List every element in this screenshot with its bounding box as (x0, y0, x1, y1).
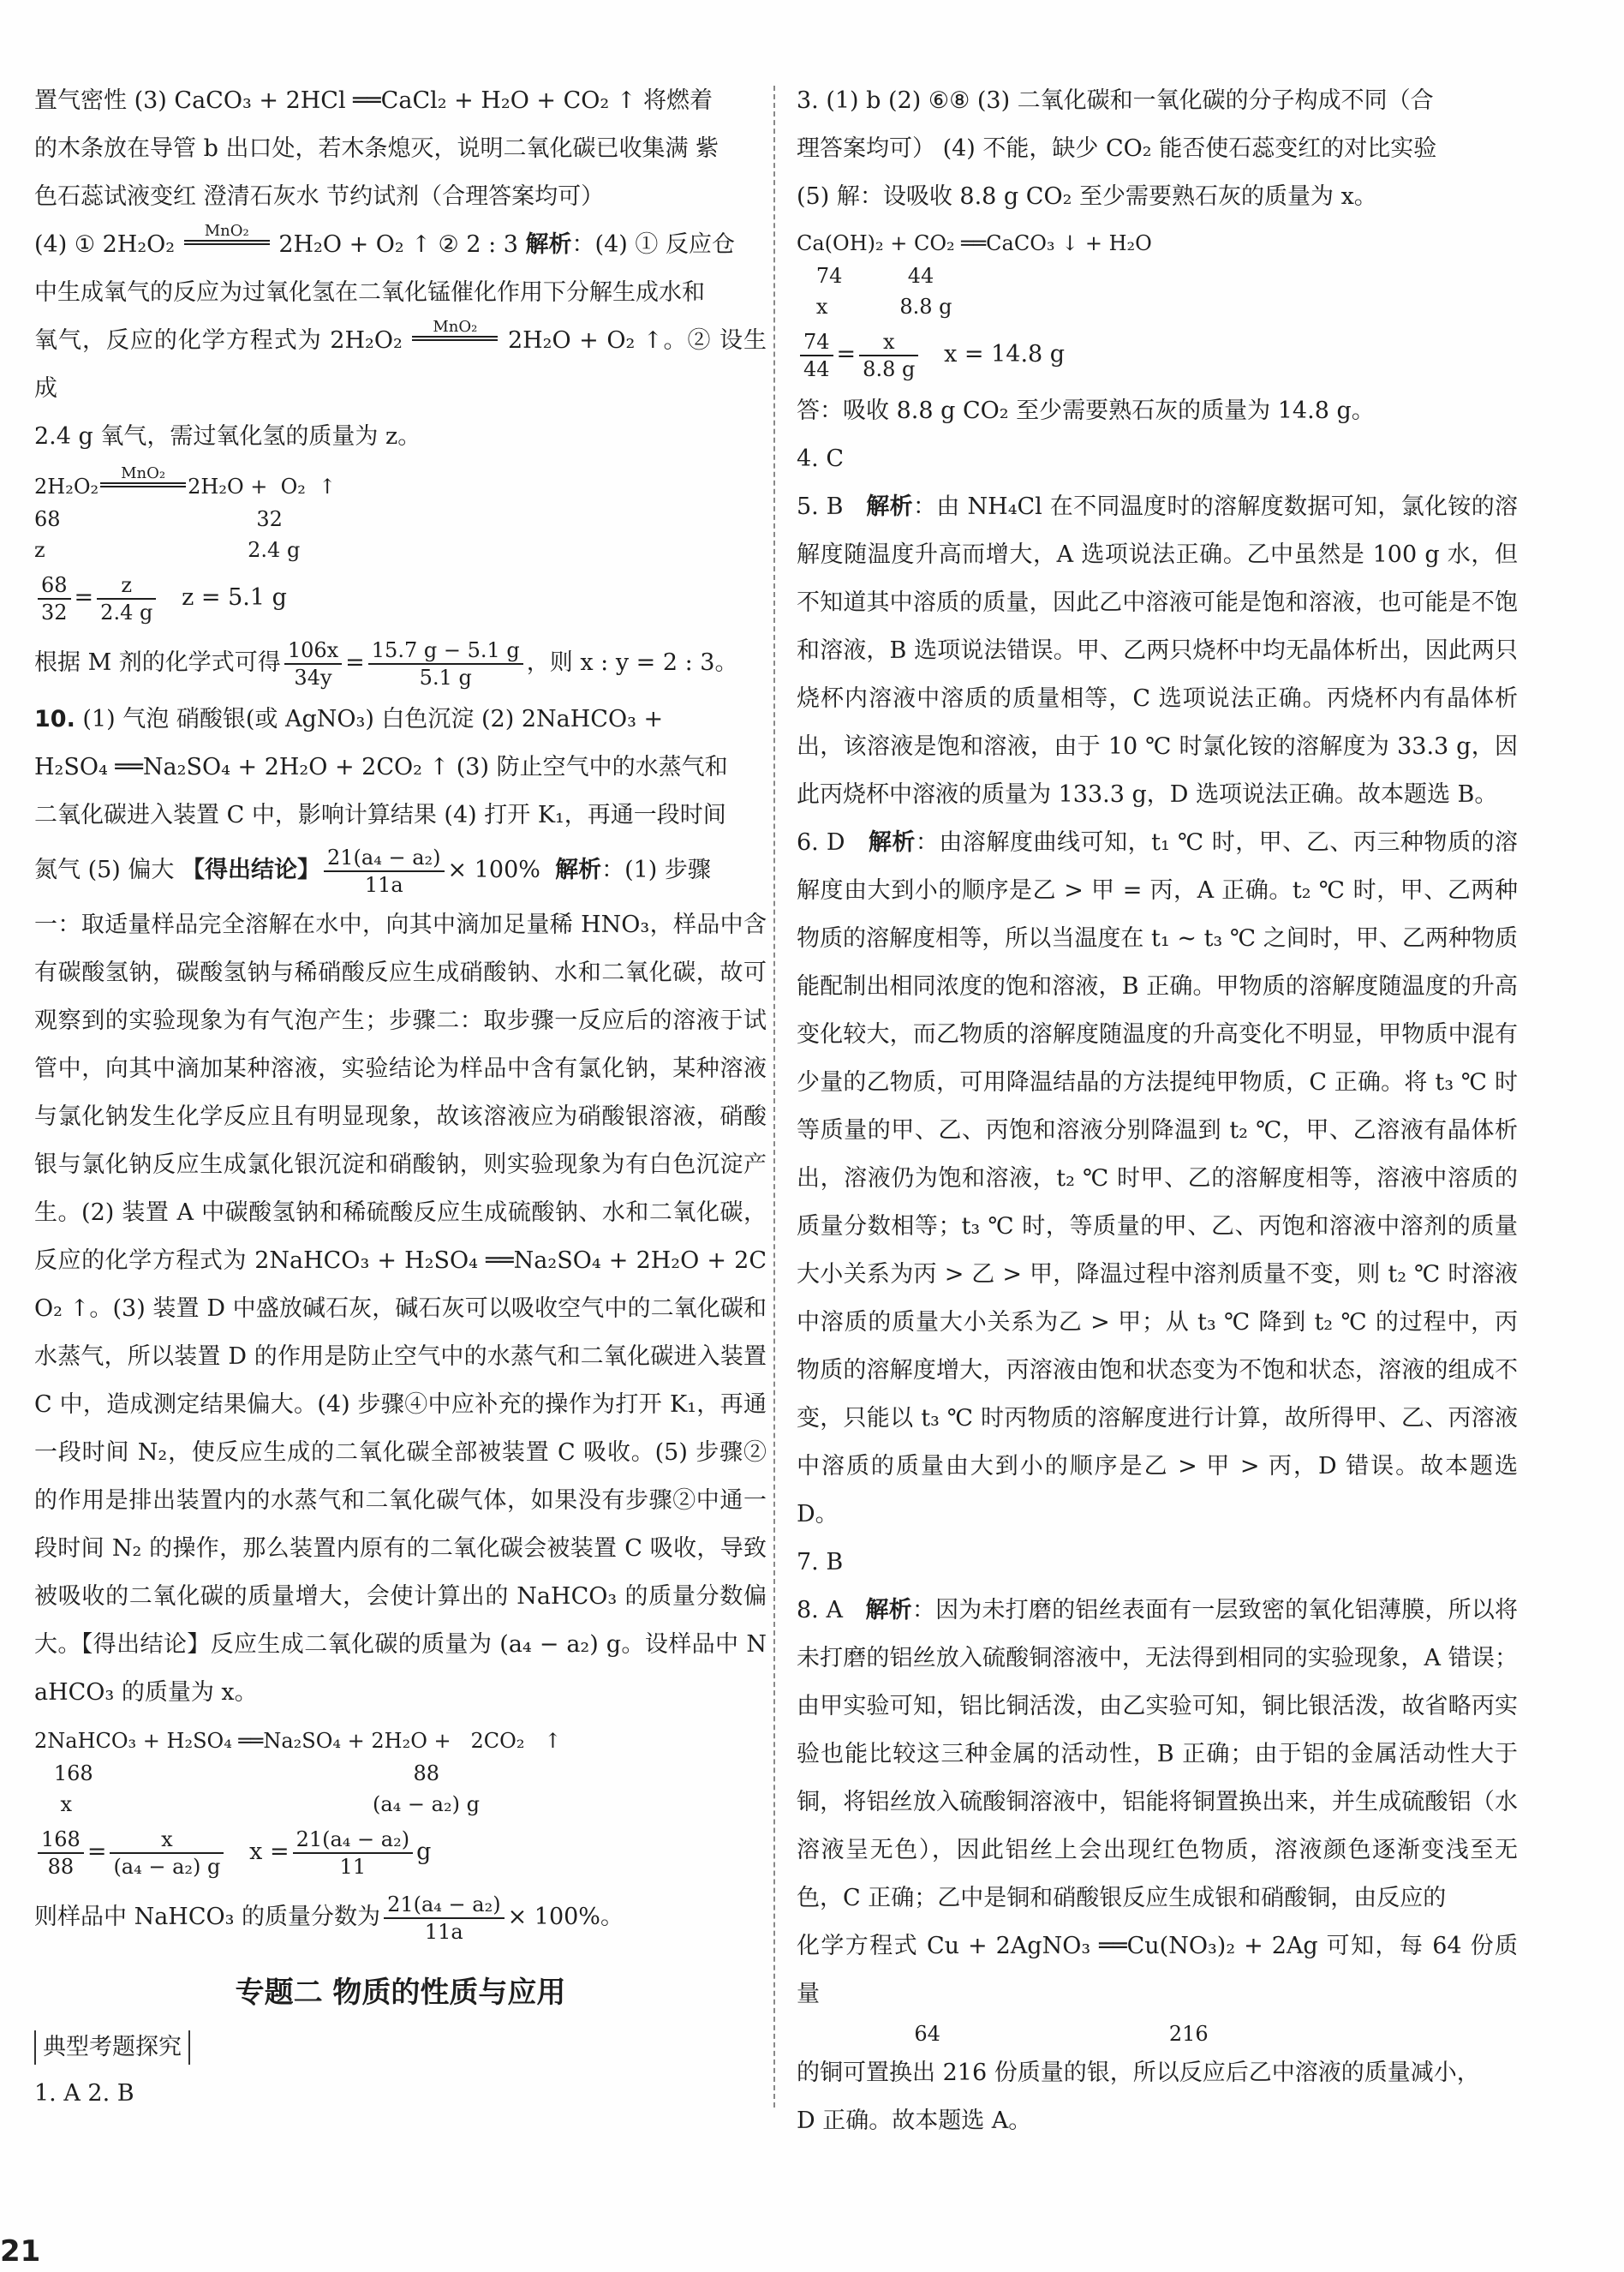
result: x = 14.8 g (944, 341, 1066, 368)
para-line: 中生成氧气的反应为过氧化氢在二氧化锰催化作用下分解生成水和 (34, 279, 705, 306)
analysis-text: ：由 NH₄Cl 在不同温度时的溶解度数据可知，氯化铵的溶解度随温度升高而增大，A 选项说法正确。乙中虽然是 100 g 水，但不知道其中溶质的质量，因此乙中溶液可能是饱和溶液，也可能是不饱和溶液，B 选项说法错误。甲、乙两只烧杯中均无晶体析出，因此两只烧杯内溶液中溶质的质量相等，C 选项说法正确。丙烧杯内有晶体析出，该溶液是饱和溶液，由于 10 ℃ 时氯化铵的溶解度为 33.3 g，因此丙烧杯中溶液的质量为 133.3 g，D 选项说法正确。故本题选 B。 (797, 493, 1519, 808)
left-column (34, 77, 767, 2118)
result: z = 5.1 g (182, 584, 287, 611)
text: × 100% (447, 857, 540, 883)
catalyst-arrow (100, 465, 186, 487)
answer-4 (34, 221, 767, 269)
equation-1-masses: 68 32 (34, 507, 283, 531)
equation-1 (34, 463, 767, 504)
text: 2H₂O + O₂ ↑ ② 2 : 3 (278, 231, 518, 258)
fraction: $\frac{15.7 g - 5.1 g}{5.1 g}$ (368, 637, 523, 691)
ratio-3: $\frac{74}{44}$ = $\frac{x}{8.8 g}$ x = 14.8 g (797, 322, 1518, 387)
para-line: 色石蕊试液变红 澄清石灰水 节约试剂（合理答案均可） (34, 183, 605, 210)
analysis-label: 解析 (866, 493, 913, 520)
equation-1-values: z 2.4 g (34, 538, 301, 562)
answer-line: 答：吸收 8.8 g CO₂ 至少需要熟石灰的质量为 14.8 g。 (797, 398, 1375, 424)
para-line: 的木条放在导管 b 出口处，若木条熄灭，说明二氧化碳已收集满 紫 (34, 135, 719, 162)
question-3-line: 3. (1) b (2) ⑥⑧ (3) 二氧化碳和一氧化碳的分子构成不同（合 (797, 87, 1434, 114)
fraction: $\frac{74}{44}$ (800, 329, 833, 382)
question-10-analysis: 一：取适量样品完全溶解在水中，向其中滴加足量稀 HNO₃，样品中含有碳酸氢钠，碳酸氢钠与稀硝酸反应生成硝酸钠、水和二氧化碳，故可观察到的实验现象为有气泡产生；步骤二：取步骤一反应后的溶液于试管中，向其中滴加某种溶液，实验结论为样品中含有氯化钠，某种溶液与氯化钠发生化学反应且有明显现象，故该溶液应为硝酸银溶液，硝酸银与氯化钠反应生成氯化银沉淀和硝酸钠，则实验现象为有白色沉淀产生。(2) 装置 A 中碳酸氢钠和稀硫酸反应生成硫酸钠、水和二氧化碳，反应的化学方程式为 2NaHCO₃ + H₂SO₄ ══Na₂SO₄ + 2H₂O + 2CO₂ ↑。(3) 装置 D 中盛放碱石灰，碱石灰可以吸收空气中的二氧化碳和水蒸气，所以装置 D 的作用是防止空气中的水蒸气和二氧化碳进入装置 C 中，造成测定结果偏大。(4) 步骤④中应补充的操作为打开 K₁，再通一段时间 N₂，使反应生成的二氧化碳全部被装置 C 吸收。(5) 步骤②的作用是排出装置内的水蒸气和二氧化碳气体，如果没有步骤②中通一段时间 N₂ 的操作，那么装置内原有的二氧化碳会被装置 C 吸收，导致被吸收的二氧化碳的质量增大，会使计算出的 NaHCO₃ 的质量分数偏大。【得出结论】反应生成二氧化碳的质量为 (a₄ − a₂) g。设样品中 NaHCO₃ 的质量为 x。 (34, 912, 767, 1706)
equation-2-masses: 168 88 (34, 1761, 440, 1785)
para-line: 2.4 g 氧气，需过氧化氢的质量为 z。 (34, 423, 421, 450)
ratio-2: $\frac{168}{88}$ = $\frac{x}{\text{(a₄ − a₂) g}}$ x = $\frac{\text{21(a₄ − a₂)}}{11}$ g (34, 1820, 767, 1885)
analysis-label: 解析 (868, 829, 916, 856)
answer-7: 7. B (797, 1549, 844, 1575)
text: 氮气 (5) 偏大 (34, 857, 175, 883)
catalyst-label: MnO₂ (433, 317, 478, 336)
equation-3: Ca(OH)₂ + CO₂ ══CaCO₃ ↓ + H₂O (797, 231, 1152, 255)
text: ：(1) 步骤 (601, 857, 711, 883)
para-line: 理答案均可） (4) 不能，缺少 CO₂ 能否使石蕊变红的对比实验 (797, 135, 1437, 162)
para-line: (5) 解：设吸收 8.8 g CO₂ 至少需要熟石灰的质量为 x。 (797, 183, 1377, 210)
equation-3-values: x 8.8 g (797, 295, 952, 319)
answer-4: 4. C (797, 445, 845, 472)
fraction: $\frac{106x}{34y}$ (284, 637, 342, 691)
fraction: $\frac{x}{\text{(a₄ − a₂) g}}$ (110, 1827, 224, 1880)
analysis-text: ：因为未打磨的铝丝表面有一层致密的氧化铝薄膜，所以将未打磨的铝丝放入硫酸铜溶液中，无法得到相同的实验现象，A 错误；由甲实验可知，铝比铜活泼，由乙实验可知，铜比银活泼，故省略丙实验也能比较这三种金属的活动性，B 正确；由于铝的金属活动性大于铜，将铝丝放入硫酸铜溶液中，铝能将铜置换出来，并生成硫酸铝（水溶液呈无色），因此铝丝上会出现红色物质，溶液颜色逐渐变浅至无色，C 正确；乙中是铜和硝酸银反应生成银和硝酸铜，由反应的 (797, 1597, 1519, 1911)
text: 2H₂O₂ (34, 475, 99, 499)
para-line (34, 317, 767, 413)
right-column (797, 77, 1518, 2145)
para-line: 的铜可置换出 216 份质量的银，所以反应后乙中溶液的质量减小， (797, 2060, 1480, 2086)
text: 根据 M 剂的化学式可得 (34, 649, 281, 676)
page-number: 21 (0, 2234, 41, 2269)
question-5 (797, 483, 1518, 819)
analysis-text: ：由溶解度曲线可知，t₁ ℃ 时，甲、乙、丙三种物质的溶解度由大到小的顺序是乙 > 甲 = 丙，A 正确。t₂ ℃ 时，甲、乙两种物质的溶解度相等，所以当温度在 t₁ ~ t₃ ℃ 之间时，甲、乙两种物质能配制出相同浓度的饱和溶液，B 正确。甲物质的溶解度随温度的升高变化较大，而乙物质的溶解度随温度的升高变化不明显，甲物质中混有少量的乙物质，可用降温结晶的方法提纯甲物质，C 正确。将 t₃ ℃ 时等质量的甲、乙、丙饱和溶液分别降温到 t₂ ℃，甲、乙溶液有晶体析出，溶液仍为饱和溶液，t₂ ℃ 时甲、乙的溶解度相等，溶液中溶质的质量分数相等；t₃ ℃ 时，等质量的甲、乙、丙饱和溶液中溶剂的质量大小关系为丙 > 乙 > 甲，降温过程中溶剂质量不变，则 t₂ ℃ 时溶液中溶质的质量大小关系为乙 > 甲；从 t₃ ℃ 降到 t₂ ℃ 的过程中，丙物质的溶解度增大，丙溶液由饱和状态变为不饱和状态，溶液的组成不变，只能以 t₃ ℃ 时丙物质的溶解度进行计算，故所得甲、乙、丙溶液中溶质的质量由大到小的顺序是乙 > 甲 > 丙，D 错误。故本题选 D。 (797, 829, 1518, 1528)
answer-head: 8. A (797, 1597, 844, 1623)
question-8 (797, 1587, 1518, 1922)
fraction: $\frac{\text{21(a₄ − a₂)}}{11a}$ (384, 1892, 505, 1945)
text: 2H₂O + O₂ ↑ (188, 475, 337, 499)
m-agent-ratio: 根据 M 剂的化学式可得 $\frac{106x}{34y}$ = $\frac{15.7 g - 5.1 g}{5.1 g}$ ，则 x : y = 2 : 3。 (34, 637, 738, 690)
text: 2H₂O + O₂ ↑。② 设生成 (34, 327, 767, 402)
answers-1-2: 1. A 2. B (34, 2080, 134, 2107)
analysis-label: 解析 (865, 1597, 912, 1623)
text: 则样品中 NaHCO₃ 的质量分数为 (34, 1904, 381, 1930)
text: × 100%。 (507, 1904, 624, 1930)
column-divider (773, 86, 775, 2108)
text: 氧气，反应的化学方程式为 2H₂O₂ (34, 327, 403, 354)
text: (4) ① 2H₂O₂ (34, 231, 176, 258)
catalyst-arrow (184, 223, 270, 245)
conclusion-label: 【得出结论】 (182, 857, 321, 883)
analysis-label: 解析 (555, 857, 602, 883)
text: g (416, 1839, 432, 1865)
answer-head: 6. D (797, 829, 845, 856)
para-line: 化学方程式 Cu + 2AgNO₃ ══Cu(NO₃)₂ + 2Ag 可知，每 64 份质量 (797, 1933, 1518, 2007)
fraction: $\frac{\text{21(a₄ − a₂)}}{11a}$ (324, 845, 445, 898)
catalyst-label: MnO₂ (204, 221, 249, 240)
catalyst-arrow (412, 319, 498, 341)
section-heading: 专题二 物质的性质与应用 (235, 1976, 566, 2010)
equation-2-values: x (a₄ − a₂) g (34, 1792, 480, 1816)
catalyst-label: MnO₂ (121, 463, 166, 482)
equation-2: 2NaHCO₃ + H₂SO₄ ══Na₂SO₄ + 2H₂O + 2CO₂ ↑ (34, 1729, 562, 1753)
para-line: D 正确。故本题选 A。 (797, 2108, 1032, 2134)
question-number: 10. (34, 706, 75, 732)
fraction: $\frac{x}{8.8 g}$ (859, 329, 918, 382)
text: x = (249, 1839, 290, 1865)
answer-head: 5. B (797, 493, 844, 520)
fraction: $\frac{168}{88}$ (38, 1827, 84, 1880)
section-label: 典型考题探究 (34, 2030, 190, 2065)
analysis-label: 解析 (525, 231, 572, 258)
question-6 (797, 819, 1518, 1539)
para-line: 二氧化碳进入装置 C 中，影响计算结果 (4) 打开 K₁，再通一段时间 (34, 802, 726, 828)
fraction: $\frac{\text{21(a₄ − a₂)}}{11}$ (293, 1827, 414, 1880)
ratio-1: $\frac{68}{32}$ = $\frac{z}{2.4 g}$ z = 5.1 g (34, 565, 767, 631)
final-percentage (34, 1885, 767, 1950)
fraction: $\frac{z}{2.4 g}$ (97, 572, 156, 625)
para-line: 置气密性 (3) CaCO₃ + 2HCl ══CaCl₂ + H₂O + CO₂ ↑ 将燃着 (34, 87, 713, 114)
para-line (34, 840, 767, 901)
equation-3-masses: 74 44 (797, 264, 934, 288)
text: ：(4) ① 反应仓 (571, 231, 735, 258)
equation-masses: 64 216 (797, 2022, 1209, 2046)
fraction: $\frac{68}{32}$ (38, 572, 71, 625)
para-line: H₂SO₄ ══Na₂SO₄ + 2H₂O + 2CO₂ ↑ (3) 防止空气中的水蒸气和 (34, 754, 728, 780)
text: (1) 气泡 硝酸银(或 AgNO₃) 白色沉淀 (2) 2NaHCO₃ + (75, 706, 664, 732)
text: ，则 x : y = 2 : 3。 (526, 649, 738, 676)
question-10-line (34, 696, 767, 744)
